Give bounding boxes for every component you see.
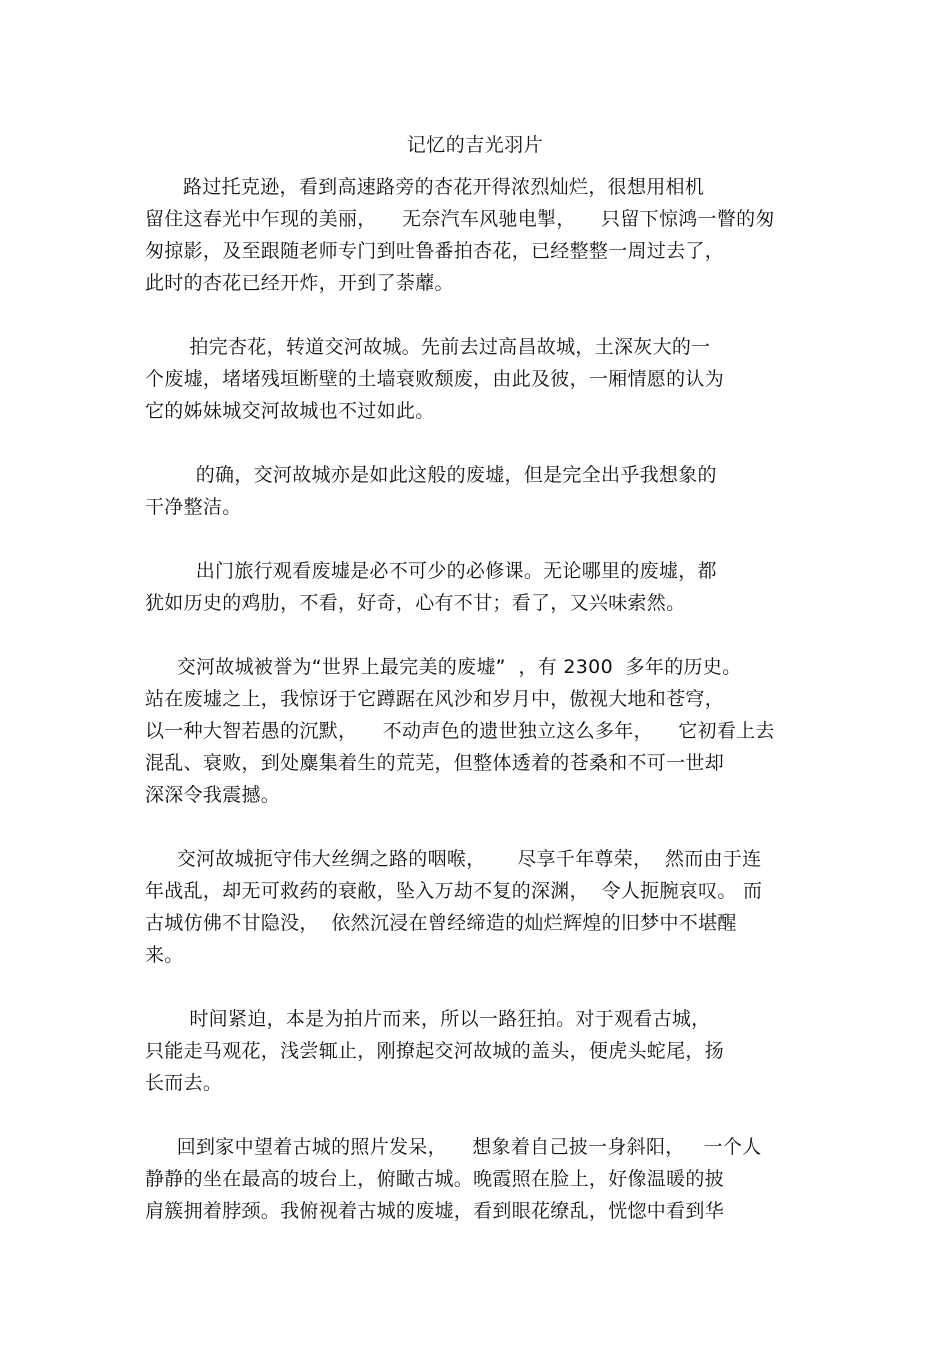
text-line: 静静的坐在最高的坡台上，俯瞰古城。晚霞照在脸上，好像温暖的披 [145, 1168, 725, 1190]
text-line: 匆掠影，及至跟随老师专门到吐鲁番拍杏花，已经整整一周过去了， [145, 240, 725, 262]
text-line: 拍完杏花，转道交河故城。先前去过高昌故城，土深灰大的一 [145, 336, 711, 358]
text-line: 来。 [145, 944, 184, 966]
text-line: 长而去。 [145, 1072, 223, 1094]
text-line: 古城仿佛不甘隐没， 依然沉浸在曾经缔造的灿烂辉煌的旧梦中不堪醒 [145, 912, 737, 934]
text-line: 只能走马观花，浅尝辄止，刚撩起交河故城的盖头，便虎头蛇尾，扬 [145, 1040, 725, 1062]
text-line: 深深令我震撼。 [145, 784, 281, 806]
text-line: 留住这春光中乍现的美丽， 无奈汽车风驰电掣， 只留下惊鸿一瞥的匆 [145, 208, 775, 230]
text-line: 时间紧迫，本是为拍片而来，所以一路狂拍。对于观看古城， [145, 1008, 711, 1030]
text-line: 出门旅行观看废墟是必不可少的必修课。无论哪里的废墟，都 [145, 560, 717, 582]
text-line: 交河故城被誉为“世界上最完美的废墟” ，有 2300 多年的历史。 [145, 656, 742, 678]
document-title: 记忆的吉光羽片 [406, 134, 544, 156]
text-line: 以一种大智若愚的沉默， 不动声色的遗世独立这么多年， 它初看上去 [145, 720, 775, 742]
text-line: 混乱、衰败，到处麋集着生的荒芜，但整体透着的苍桑和不可一世却 [145, 752, 725, 774]
text-line: 路过托克逊，看到高速路旁的杏花开得浓烈灿烂，很想用相机 [145, 176, 705, 198]
text-line: 年战乱，却无可救药的衰敝，坠入万劫不复的深渊， 令人扼腕哀叹。 而 [145, 880, 763, 902]
text-line: 交河故城扼守伟大丝绸之路的咽喉， 尽享千年尊荣， 然而由于连 [145, 848, 762, 870]
text-line: 站在废墟之上，我惊讶于它蹲踞在风沙和岁月中，傲视大地和苍穹， [145, 688, 725, 710]
text-line: 此时的杏花已经开炸，开到了荼蘼。 [145, 272, 454, 294]
text-line: 肩簇拥着脖颈。我俯视着古城的废墟，看到眼花缭乱，恍惚中看到华 [145, 1200, 725, 1222]
text-line: 它的姊妹城交河故城也不过如此。 [145, 400, 435, 422]
text-line: 干净整洁。 [145, 496, 242, 518]
text-line: 的确，交河故城亦是如此这般的废墟，但是完全出乎我想象的 [145, 464, 717, 486]
text-line: 犹如历史的鸡肋，不看，好奇，心有不甘；看了，又兴味索然。 [145, 592, 686, 614]
text-line: 个废墟，堵堵残垣断壁的土墙衰败颓废，由此及彼，一厢情愿的认为 [145, 368, 725, 390]
text-line: 回到家中望着古城的照片发呆， 想象着自己披一身斜阳， 一个人 [145, 1136, 762, 1158]
